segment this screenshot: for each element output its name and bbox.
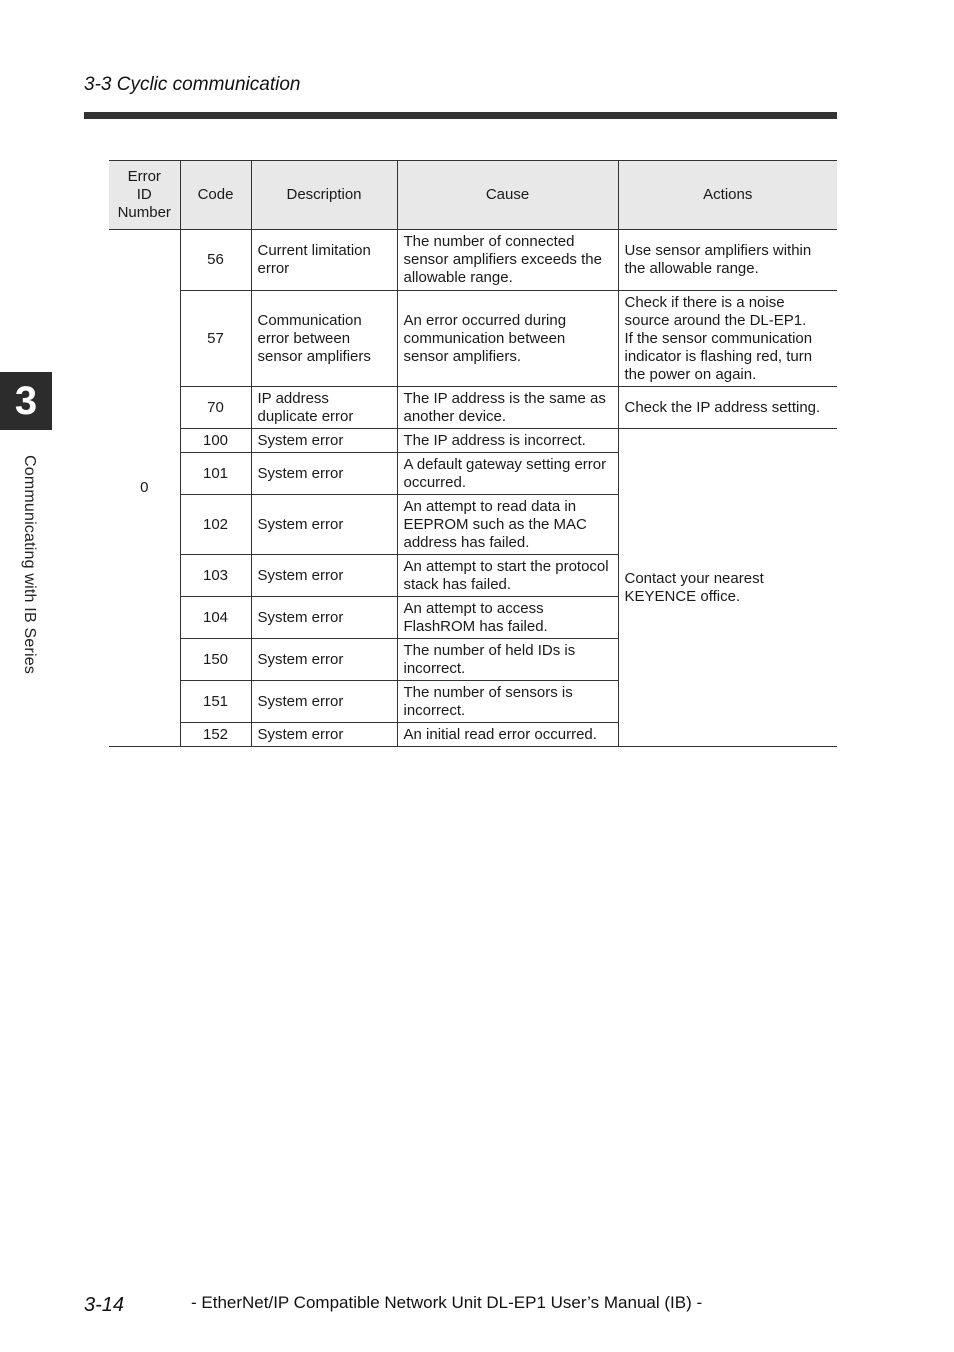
cause-cell: A default gateway setting error occurred. — [397, 453, 618, 495]
header-rule — [84, 112, 837, 119]
description-cell: IP address duplicate error — [251, 387, 397, 429]
description-cell: Current limitation error — [251, 230, 397, 291]
page-number: 3-14 — [84, 1294, 125, 1316]
shared-action-cell: Contact your nearest KEYENCE office. — [618, 429, 837, 747]
section-title: 3-3 Cyclic communication — [84, 74, 301, 95]
header-code: Code — [180, 161, 251, 230]
error-id-cell: 0 — [109, 230, 180, 747]
error-table — [109, 160, 837, 747]
header-error-id: Error ID Number — [109, 161, 180, 230]
header-cause: Cause — [397, 161, 618, 230]
manual-title: - EtherNet/IP Compatible Network Unit DL-EP1 User’s Manual (IB) - — [191, 1293, 703, 1312]
code-cell: 102 — [180, 495, 251, 555]
cause-cell: An attempt to access FlashROM has failed. — [397, 597, 618, 639]
cause-cell: The number of sensors is incorrect. — [397, 681, 618, 723]
table-row — [109, 291, 837, 387]
header-actions: Actions — [618, 161, 837, 230]
code-cell: 101 — [180, 453, 251, 495]
chapter-tab: 3 — [0, 372, 52, 430]
table-row — [109, 429, 837, 453]
code-cell: 152 — [180, 723, 251, 747]
code-cell: 103 — [180, 555, 251, 597]
description-cell: System error — [251, 681, 397, 723]
cause-cell: The IP address is incorrect. — [397, 429, 618, 453]
cause-cell: An initial read error occurred. — [397, 723, 618, 747]
cause-cell: The IP address is the same as another device. — [397, 387, 618, 429]
chapter-label: Communicating with IB Series — [21, 455, 38, 675]
table-row — [109, 230, 837, 291]
cause-cell: The number of held IDs is incorrect. — [397, 639, 618, 681]
cause-cell: An error occurred during communication between sensor amplifiers. — [397, 291, 618, 387]
description-cell: System error — [251, 453, 397, 495]
code-cell: 151 — [180, 681, 251, 723]
action-cell: Use sensor amplifiers within the allowable range. — [618, 230, 837, 291]
header-description: Description — [251, 161, 397, 230]
code-cell: 70 — [180, 387, 251, 429]
cause-cell: The number of connected sensor amplifiers exceeds the allowable range. — [397, 230, 618, 291]
description-cell: System error — [251, 555, 397, 597]
description-cell: System error — [251, 723, 397, 747]
table-row — [109, 387, 837, 429]
cause-cell: An attempt to read data in EEPROM such as the MAC address has failed. — [397, 495, 618, 555]
action-cell: Check the IP address setting. — [618, 387, 837, 429]
code-cell: 100 — [180, 429, 251, 453]
code-cell: 56 — [180, 230, 251, 291]
description-cell: System error — [251, 495, 397, 555]
description-cell: Communication error between sensor amplifiers — [251, 291, 397, 387]
description-cell: System error — [251, 597, 397, 639]
code-cell: 104 — [180, 597, 251, 639]
action-cell: Check if there is a noise source around the DL-EP1. If the sensor communication indicator is flashing red, turn the power on again. — [618, 291, 837, 387]
code-cell: 57 — [180, 291, 251, 387]
table-header-row — [109, 161, 837, 230]
code-cell: 150 — [180, 639, 251, 681]
description-cell: System error — [251, 429, 397, 453]
cause-cell: An attempt to start the protocol stack has failed. — [397, 555, 618, 597]
description-cell: System error — [251, 639, 397, 681]
